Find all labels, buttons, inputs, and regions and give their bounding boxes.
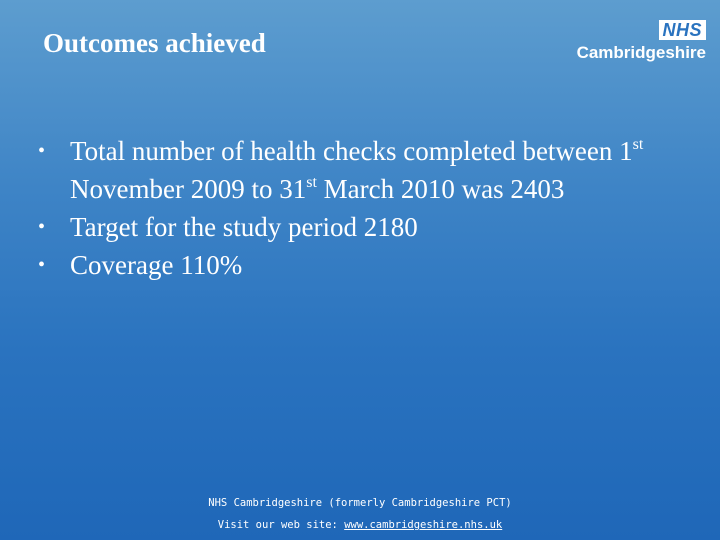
nhs-cambridgeshire-logo [576, 20, 706, 66]
logo-org-name: Cambridgeshire [576, 43, 706, 62]
bullet-item-health-checks [38, 132, 658, 208]
bullet-list [38, 132, 658, 284]
bullet-text: Target for the study period 2180 [70, 212, 418, 242]
bullet-text: Total number of health checks completed between 1st November 2009 to 31st March 2010 was 2403 [70, 136, 644, 204]
bullet-item-coverage [38, 246, 658, 284]
footer-org-line: NHS Cambridgeshire (formerly Cambridgeshire PCT) [208, 497, 512, 509]
bullet-dot-icon: • [38, 216, 46, 238]
bullet-dot-icon: • [38, 140, 46, 162]
footer-website-line: Visit our web site: www.cambridgeshire.nhs.uk [217, 519, 503, 531]
bullet-text: Coverage 110% [70, 250, 243, 280]
bullet-item-target [38, 208, 658, 246]
slide-footer [0, 492, 720, 536]
nhs-badge: NHS [659, 20, 706, 40]
website-link[interactable]: www.cambridgeshire.nhs.uk [344, 519, 503, 531]
bullet-dot-icon: • [38, 254, 46, 276]
slide-title: Outcomes achieved [43, 28, 266, 58]
